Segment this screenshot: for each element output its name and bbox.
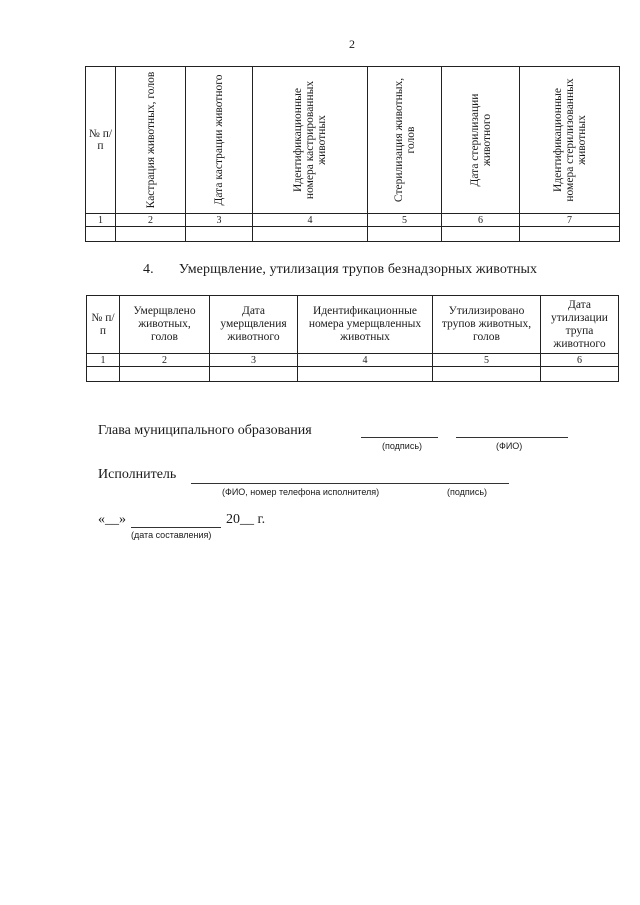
header-cell xyxy=(442,67,520,214)
table-cell[interactable] xyxy=(368,227,442,242)
header-cell xyxy=(253,67,368,214)
section-number: 4. xyxy=(143,262,154,277)
header-sterilized-ids: Идентификационные номера стерилизованных животных xyxy=(551,78,588,202)
column-number: 6 xyxy=(442,214,520,227)
table-cell[interactable] xyxy=(120,367,210,382)
table-cell[interactable] xyxy=(442,227,520,242)
header-euthanasia-date-text: Дата умерщвления животного xyxy=(220,305,287,343)
header-utilization-date xyxy=(541,296,619,354)
head-label: Глава муниципального образования xyxy=(98,423,312,438)
column-number: 3 xyxy=(186,214,253,227)
table-cell[interactable] xyxy=(186,227,253,242)
column-number: 5 xyxy=(368,214,442,227)
table-cell[interactable] xyxy=(87,367,120,382)
column-number: 2 xyxy=(116,214,186,227)
header-cell xyxy=(368,67,442,214)
column-number: 3 xyxy=(210,354,298,367)
header-number xyxy=(87,296,120,354)
header-euthanized-ids-text: Идентификационные номера умерщвленных животных xyxy=(308,305,422,343)
section-title: Умерщвление, утилизация трупов безнадзорных животных xyxy=(178,262,538,277)
header-utilization-date-text: Дата утилизации трупа животного xyxy=(551,298,608,350)
header-number: № п/п xyxy=(88,128,113,152)
date-year: 20__ г. xyxy=(226,512,266,527)
executor-line[interactable] xyxy=(191,483,509,484)
header-euthanized-count xyxy=(120,296,210,354)
header-sterilization-count: Стерилизация животных, голов xyxy=(392,77,417,203)
header-utilized-count-text: Утилизировано трупов животных, голов xyxy=(441,305,532,343)
header-sterilization-date: Дата стерилизации животного xyxy=(468,93,493,187)
table-header-row xyxy=(86,67,620,214)
executor-caption: (ФИО, номер телефона исполнителя) xyxy=(222,487,380,497)
header-cell xyxy=(186,67,253,214)
table-cell[interactable] xyxy=(298,367,433,382)
column-number: 2 xyxy=(120,354,210,367)
executor-signature-caption: (подпись) xyxy=(447,487,488,497)
date-caption: (дата составления) xyxy=(131,530,212,540)
table-row xyxy=(86,227,620,242)
head-signature-caption: (подпись) xyxy=(382,441,423,451)
header-castration-count: Кастрация животных, голов xyxy=(144,71,157,209)
column-number: 1 xyxy=(87,354,120,367)
section-heading xyxy=(143,262,537,278)
header-castrated-ids: Идентификационные номера кастрированных животных xyxy=(292,80,328,200)
table-header-row xyxy=(87,296,619,354)
page-number: 2 xyxy=(349,37,355,51)
table-row xyxy=(87,367,619,382)
header-number-text: № п/п xyxy=(91,311,115,337)
header-cell xyxy=(86,67,116,214)
header-cell xyxy=(116,67,186,214)
euthanasia-table xyxy=(86,295,619,382)
sterilization-table xyxy=(85,66,620,242)
column-number-row xyxy=(87,354,619,367)
column-number: 6 xyxy=(541,354,619,367)
header-utilized-count xyxy=(433,296,541,354)
table-cell[interactable] xyxy=(520,227,620,242)
executor-label: Исполнитель xyxy=(98,467,177,482)
head-fio-caption: (ФИО) xyxy=(496,441,523,451)
column-number: 5 xyxy=(433,354,541,367)
head-signature-line[interactable] xyxy=(361,437,438,438)
column-number: 4 xyxy=(253,214,368,227)
date-month-line[interactable] xyxy=(131,527,221,528)
table-cell[interactable] xyxy=(210,367,298,382)
table-cell[interactable] xyxy=(541,367,619,382)
column-number: 7 xyxy=(520,214,620,227)
table-cell[interactable] xyxy=(116,227,186,242)
header-castration-date: Дата кастрации животного xyxy=(213,74,225,206)
date-day: «__» xyxy=(98,512,126,527)
table-cell[interactable] xyxy=(86,227,116,242)
header-euthanized-ids xyxy=(298,296,433,354)
table-cell[interactable] xyxy=(433,367,541,382)
table-cell[interactable] xyxy=(253,227,368,242)
header-euthanized-count-text: Умерщвлено животных, голов xyxy=(133,305,196,343)
head-fio-line[interactable] xyxy=(456,437,568,438)
header-euthanasia-date xyxy=(210,296,298,354)
column-number: 1 xyxy=(86,214,116,227)
header-cell xyxy=(520,67,620,214)
column-number-row xyxy=(86,214,620,227)
column-number: 4 xyxy=(298,354,433,367)
